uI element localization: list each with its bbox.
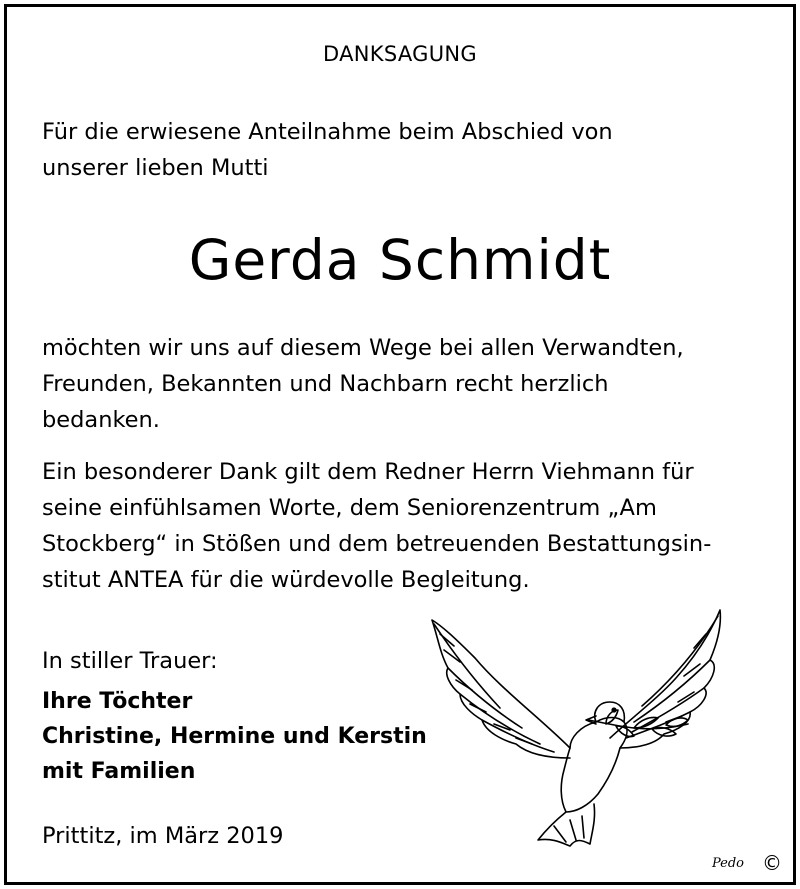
special-thanks-line-1: Ein besonderer Dank gilt dem Redner Herrn Viehmann für bbox=[42, 459, 694, 485]
thanks-line-3: bedanken. bbox=[42, 407, 160, 433]
mourning-label: In stiller Trauer: bbox=[42, 648, 218, 674]
deceased-name: Gerda Schmidt bbox=[188, 228, 612, 292]
thanks-line-2: Freunden, Bekannten und Nachbarn recht herzlich bbox=[42, 371, 609, 397]
special-thanks-line-3: Stockberg“ in Stößen und dem betreuenden Bestattungsin- bbox=[42, 531, 712, 557]
place-date: Prittitz, im März 2019 bbox=[42, 823, 284, 849]
thanks-paragraph bbox=[42, 330, 758, 438]
intro-line-1: Für die erwiesene Anteilnahme beim Abschied von bbox=[42, 119, 613, 145]
intro-text bbox=[42, 114, 758, 186]
notice-heading: DANKSAGUNG bbox=[323, 42, 477, 66]
special-thanks-paragraph bbox=[42, 454, 758, 598]
thanks-line-1: möchten wir uns auf diesem Wege bei allen Verwandten, bbox=[42, 335, 684, 361]
dove-with-olive-branch-icon bbox=[420, 598, 730, 848]
special-thanks-line-2: seine einfühlsamen Worte, dem Seniorenzentrum „Am bbox=[42, 495, 657, 521]
artist-credit: Pedo bbox=[712, 856, 745, 871]
intro-line-2: unserer lieben Mutti bbox=[42, 155, 269, 181]
special-thanks-line-4: stitut ANTEA für die würdevolle Begleitung. bbox=[42, 567, 530, 593]
copyright-icon: © bbox=[762, 851, 782, 875]
family-line-2: Christine, Hermine und Kerstin bbox=[42, 724, 427, 749]
family-signature bbox=[42, 684, 427, 789]
family-line-3: mit Familien bbox=[42, 759, 196, 784]
family-line-1: Ihre Töchter bbox=[42, 689, 193, 714]
